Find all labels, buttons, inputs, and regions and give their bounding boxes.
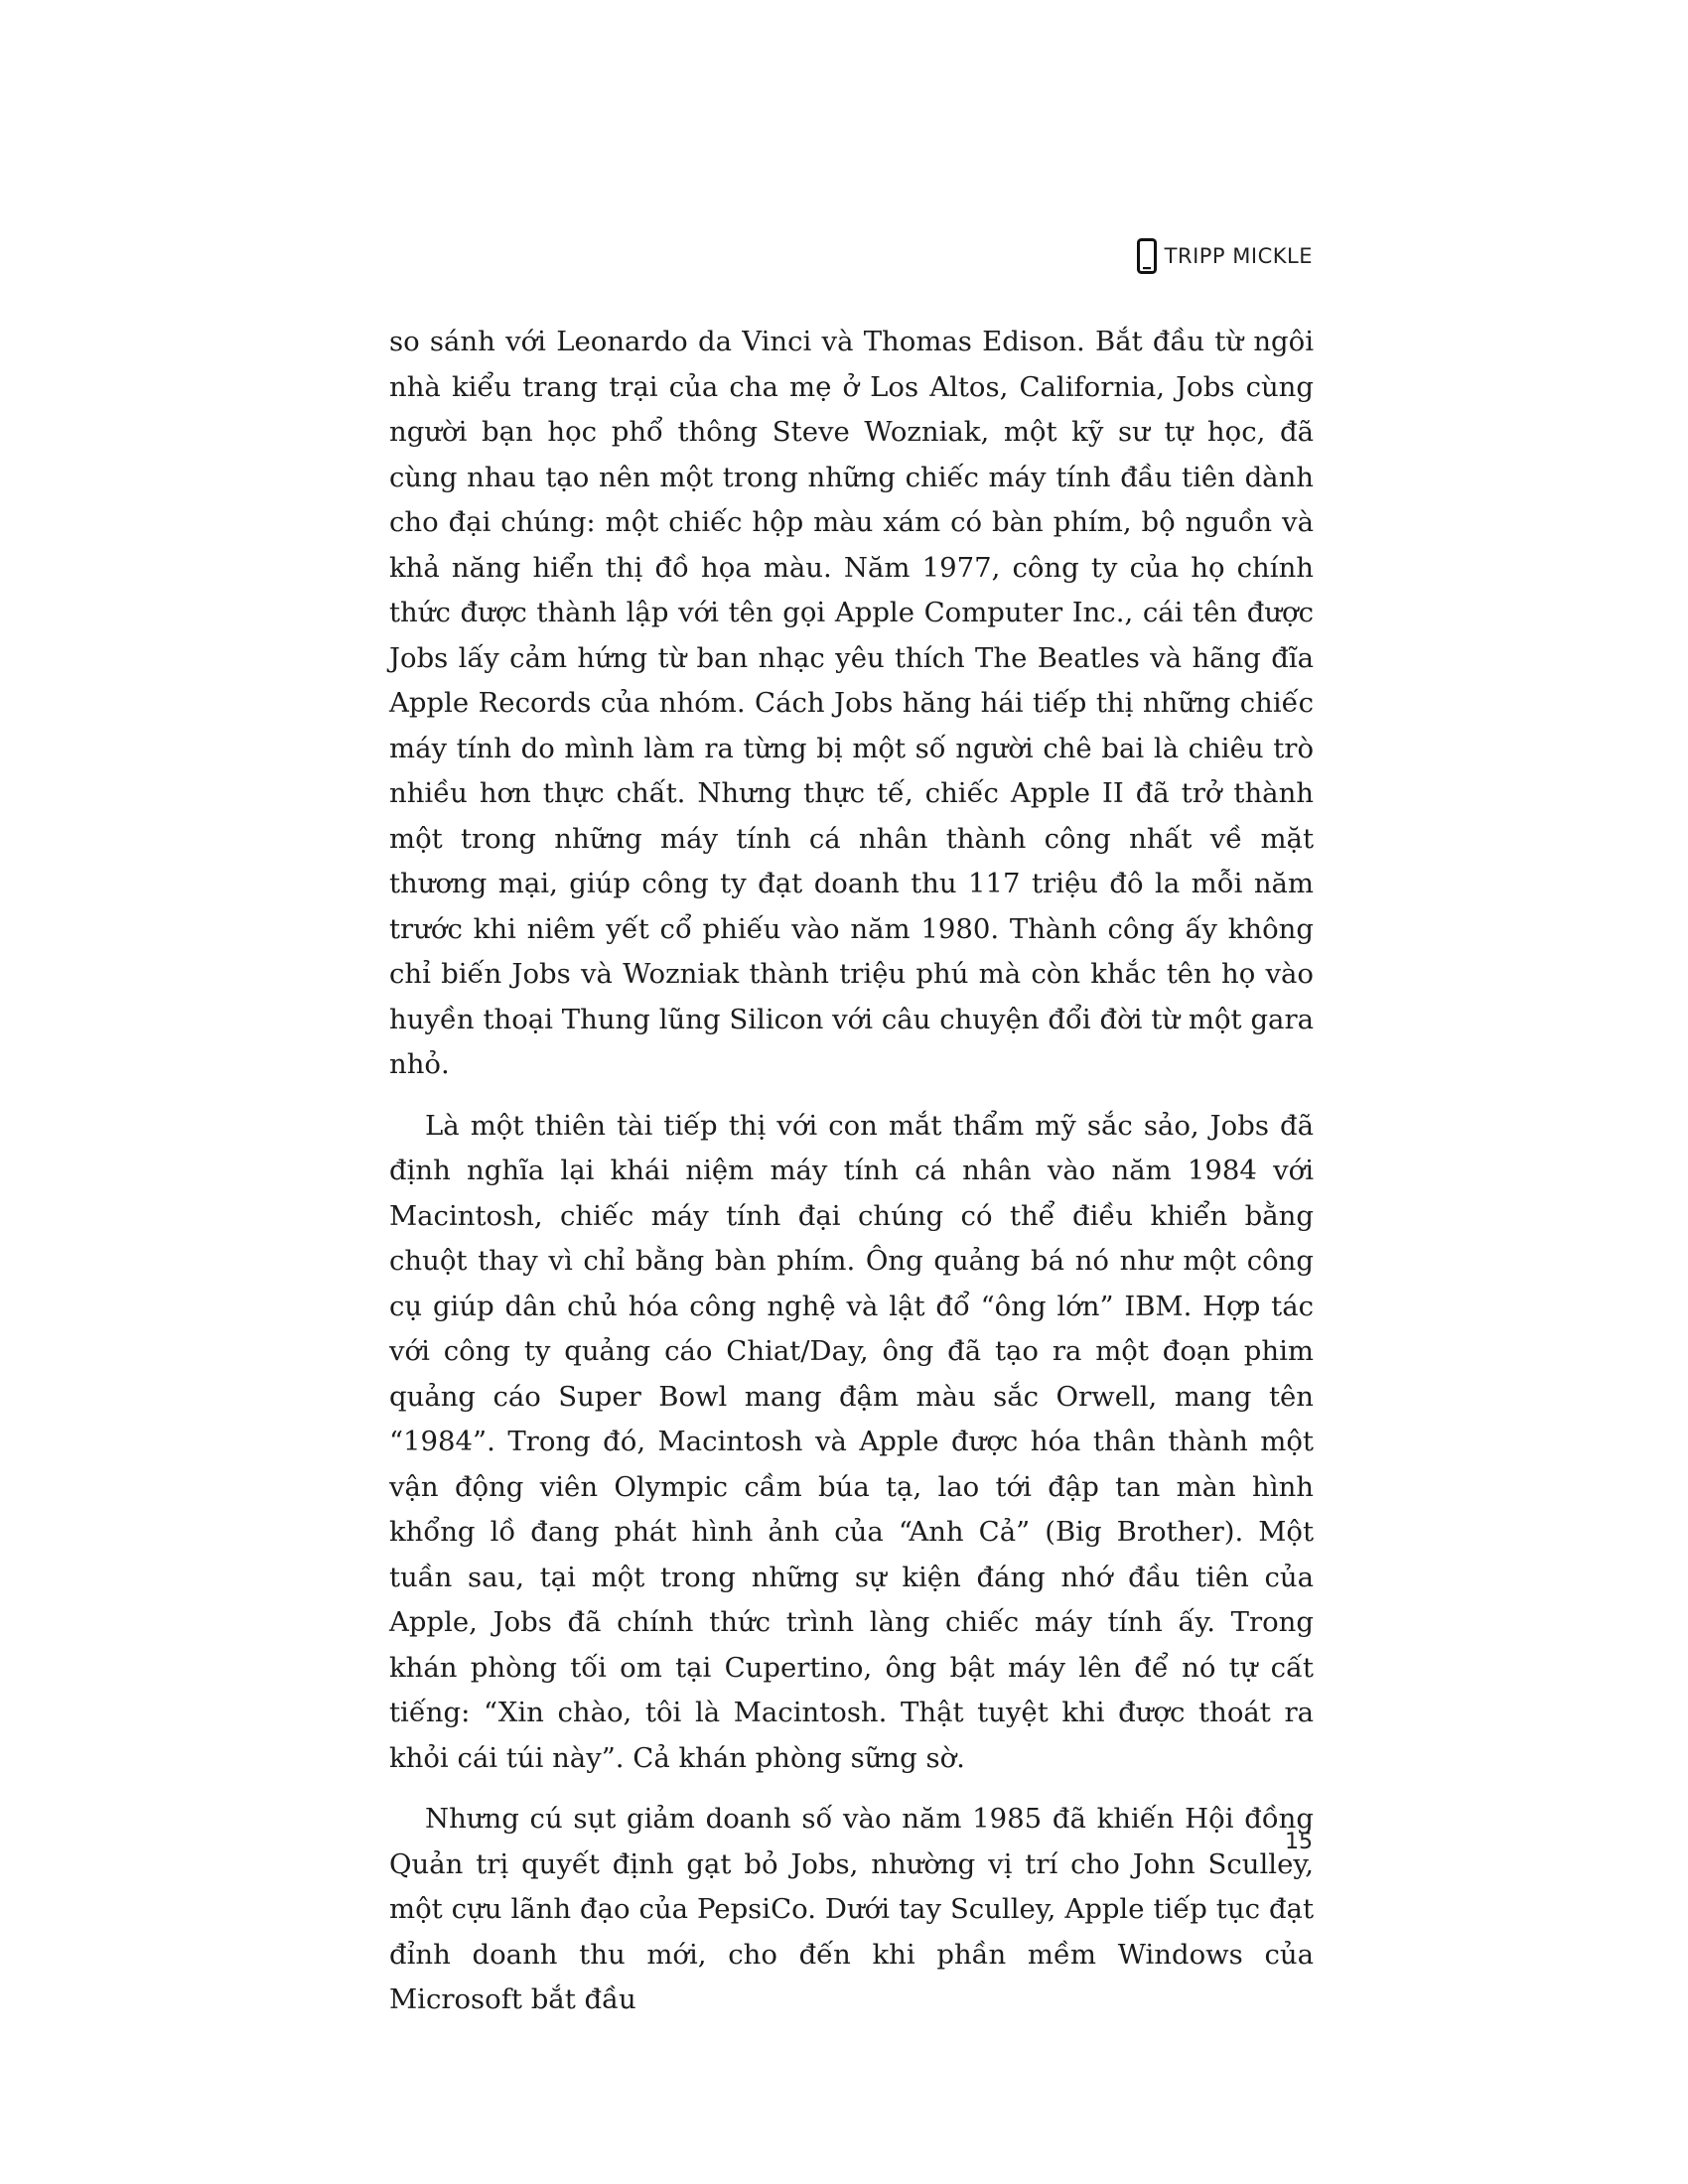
- running-header: [1137, 238, 1313, 274]
- body-text: [389, 320, 1314, 2039]
- page-number: 15: [1285, 1830, 1313, 1854]
- phone-icon: [1137, 238, 1157, 274]
- paragraph-macintosh: Là một thiên tài tiếp thị với con mắt thẩm mỹ sắc sảo, Jobs đã định nghĩa lại khái niệm máy tính cá nhân vào năm 1984 với Macintosh, chiếc máy tính đại chúng có thể điều khiển bằng chuột thay vì chỉ bằng bàn phím. Ông quảng bá nó như một công cụ giúp dân chủ hóa công nghệ và lật đổ “ông lớn” IBM. Hợp tác với công ty quảng cáo Chiat/Day, ông đã tạo ra một đoạn phim quảng cáo Super Bowl mang đậm màu sắc Orwell, mang tên “1984”. Trong đó, Macintosh và Apple được hóa thân thành một vận động viên Olympic cầm búa tạ, lao tới đập tan màn hình khổng lồ đang phát hình ảnh của “Anh Cả” (Big Brother). Một tuần sau, tại một trong những sự kiện đáng nhớ đầu tiên của Apple, Jobs đã chính thức trình làng chiếc máy tính ấy. Trong khán phòng tối om tại Cupertino, ông bật máy lên để nó tự cất tiếng: “Xin chào, tôi là Macintosh. Thật tuyệt khi được thoát ra khỏi cái túi này”. Cả khán phòng sững sờ.: [389, 1109, 1314, 1774]
- paragraph-sculley: Nhưng cú sụt giảm doanh số vào năm 1985 đã khiến Hội đồng Quản trị quyết định gạt bỏ Jobs, nhường vị trí cho John Sculley, một cựu lãnh đạo của PepsiCo. Dưới tay Sculley, Apple tiếp tục đạt đỉnh doanh thu mới, cho đến khi phần mềm Windows của Microsoft bắt đầu: [389, 1803, 1314, 2015]
- paragraph-continuation: so sánh với Leonardo da Vinci và Thomas Edison. Bắt đầu từ ngôi nhà kiểu trang trại của cha mẹ ở Los Altos, California, Jobs cùng người bạn học phổ thông Steve Wozniak, một kỹ sư tự học, đã cùng nhau tạo nên một trong những chiếc máy tính đầu tiên dành cho đại chúng: một chiếc hộp màu xám có bàn phím, bộ nguồn và khả năng hiển thị đồ họa màu. Năm 1977, công ty của họ chính thức được thành lập với tên gọi Apple Computer Inc., cái tên được Jobs lấy cảm hứng từ ban nhạc yêu thích The Beatles và hãng đĩa Apple Records của nhóm. Cách Jobs hăng hái tiếp thị những chiếc máy tính do mình làm ra từng bị một số người chê bai là chiêu trò nhiều hơn thực chất. Nhưng thực tế, chiếc Apple II đã trở thành một trong những máy tính cá nhân thành công nhất về mặt thương mại, giúp công ty đạt doanh thu 117 triệu đô la mỗi năm trước khi niêm yết cổ phiếu vào năm 1980. Thành công ấy không chỉ biến Jobs và Wozniak thành triệu phú mà còn khắc tên họ vào huyền thoại Thung lũng Silicon với câu chuyện đổi đời từ một gara nhỏ.: [389, 326, 1314, 1080]
- running-header-author: TRIPP MICKLE: [1164, 244, 1313, 268]
